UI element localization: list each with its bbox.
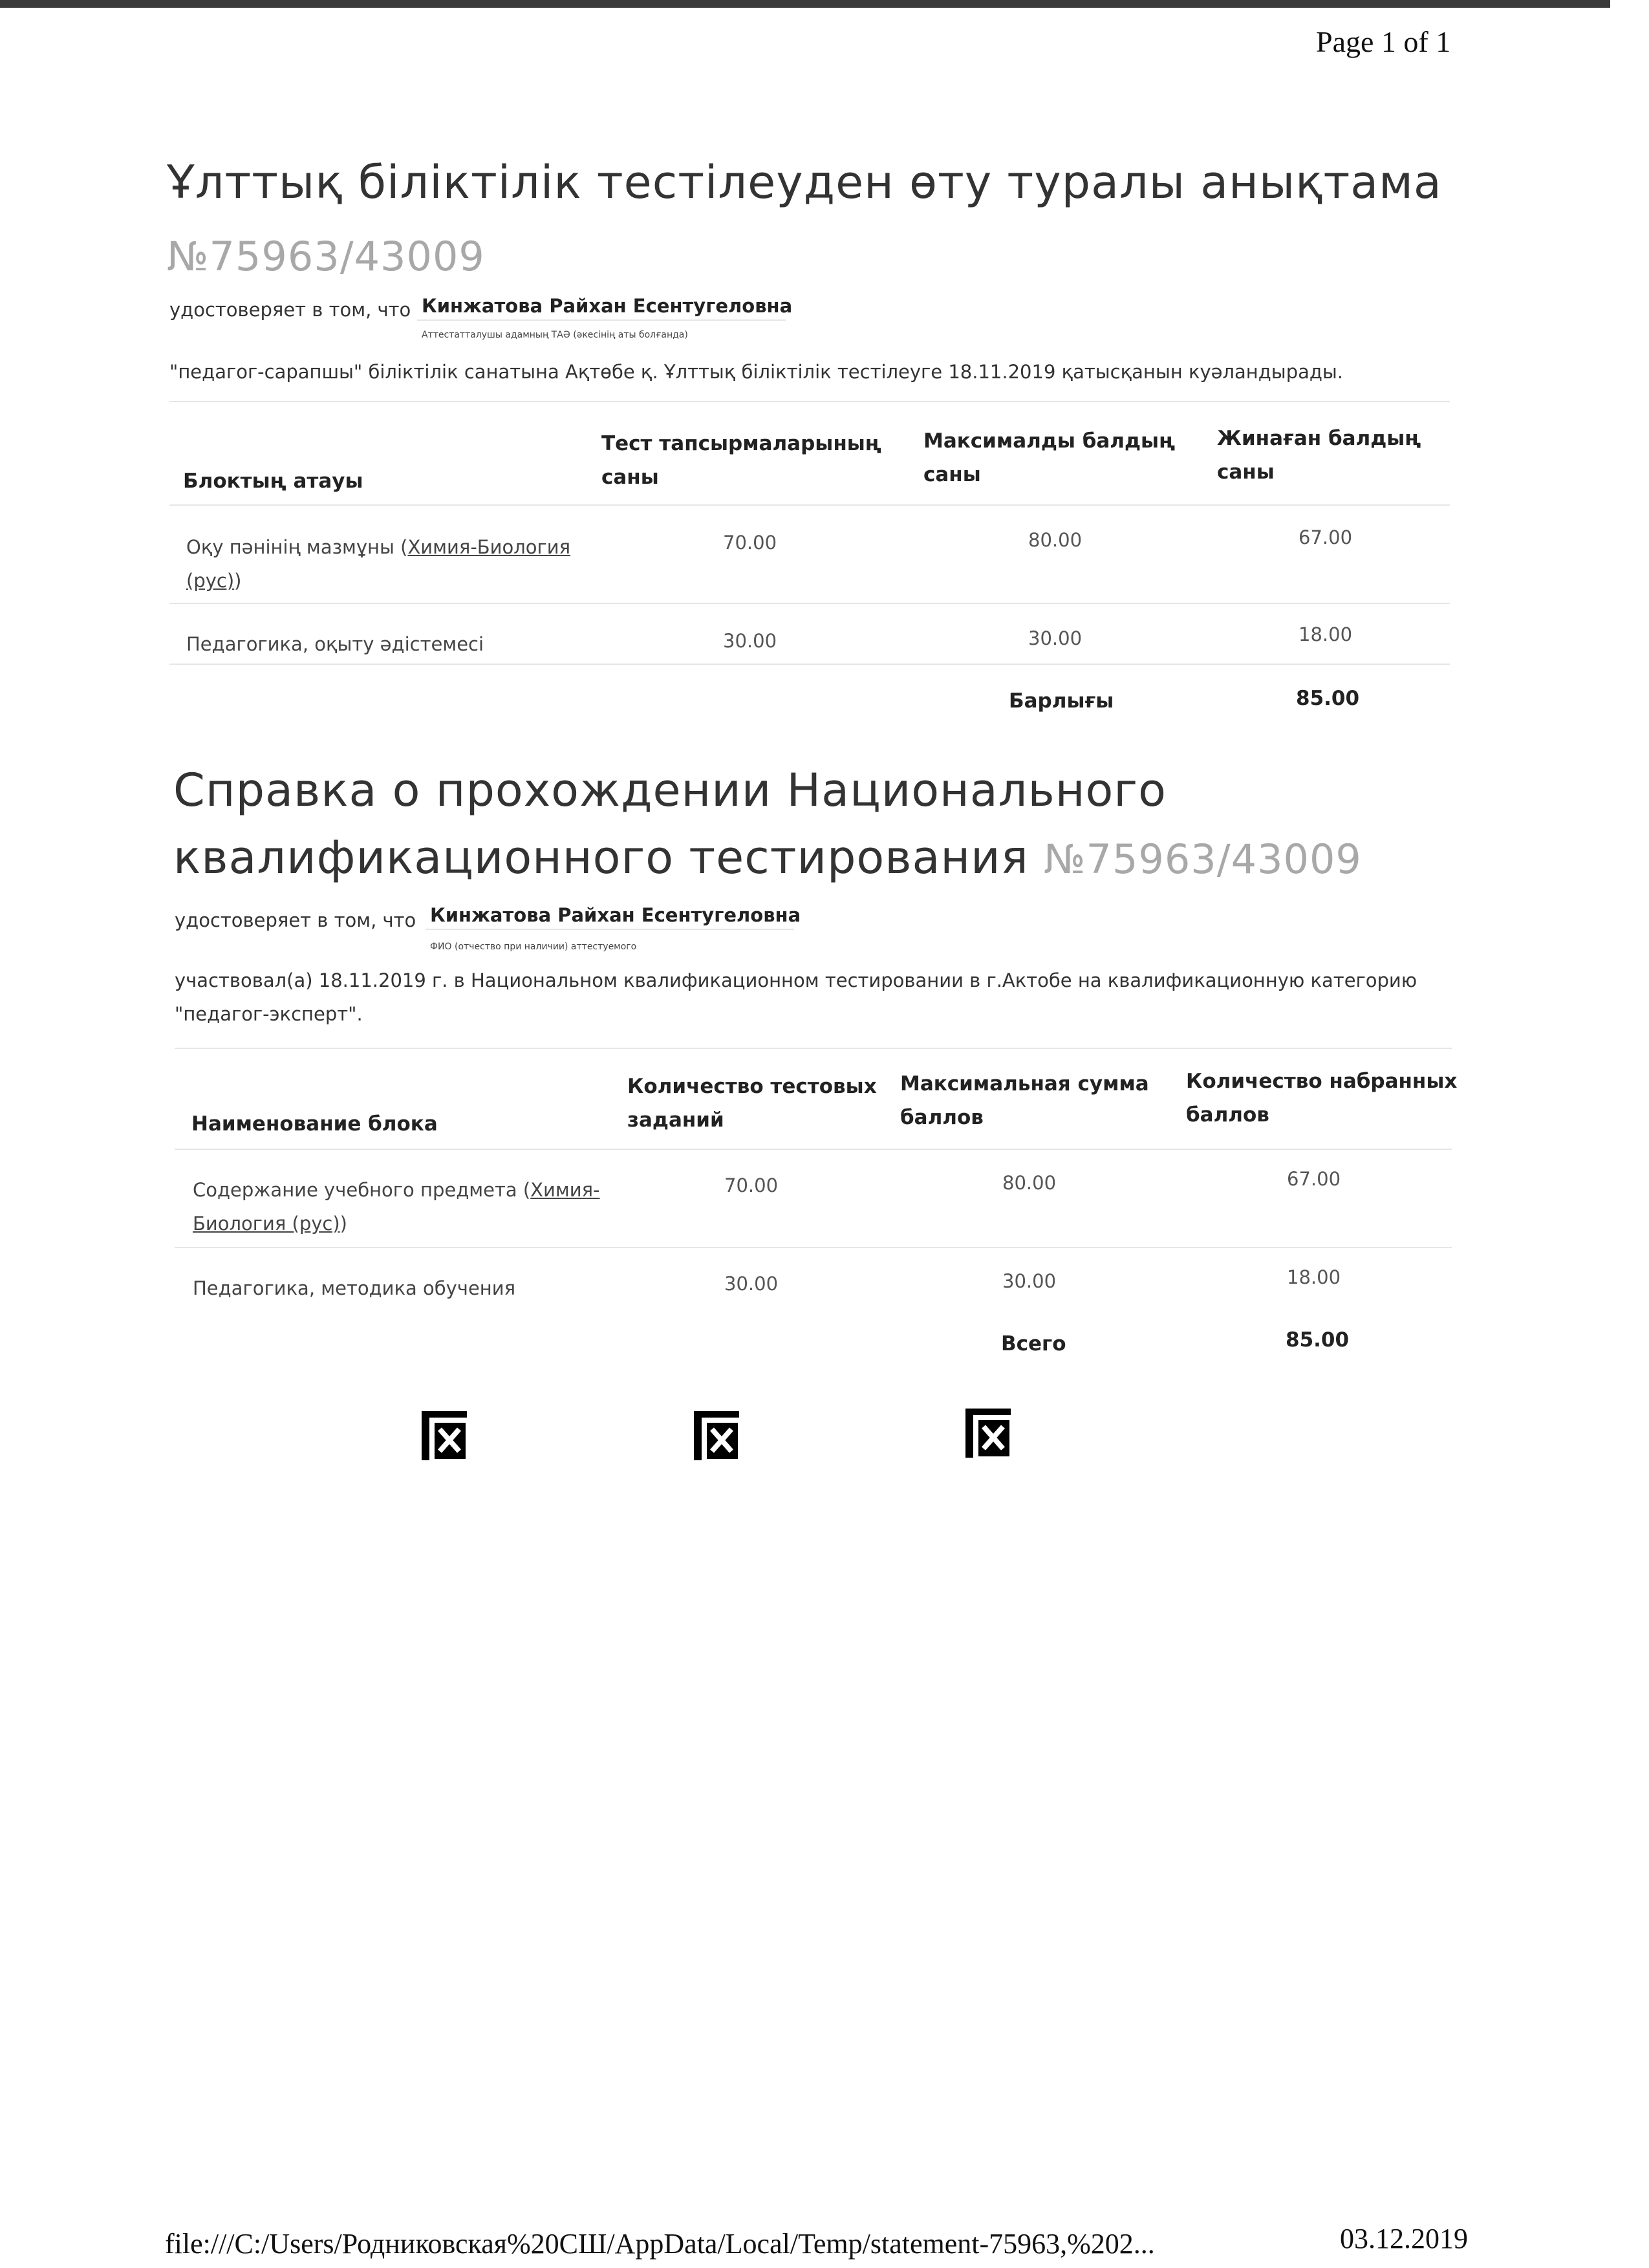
ru-title-line-2: квалификационного тестирования	[173, 831, 1029, 884]
footer-file-path: file:///C:/Users/Родниковская%20СШ/AppData/Local/Temp/statement-75963,%202...	[165, 2228, 1155, 2260]
ru-total-label: Всего	[1001, 1332, 1066, 1355]
kz-row-2-divider	[169, 664, 1450, 665]
ru-row-1-name: Содержание учебного предмета (Химия- Биология (рус))	[193, 1179, 600, 1235]
kz-statement-divider	[169, 401, 1450, 402]
broken-image-icon	[422, 1411, 467, 1460]
kz-doc-number: №75963/43009	[167, 233, 485, 280]
ru-person-name: Кинжатова Райхан Есентугеловна	[430, 904, 801, 926]
kz-row-1-subject-link-cont[interactable]: (рус)	[186, 570, 235, 592]
ru-name-caption: ФИО (отчество при наличии) аттестуемого	[430, 942, 637, 952]
ru-col-header-max: Максимальная сумма баллов	[900, 1072, 1149, 1129]
kz-row-1-tasks: 70.00	[723, 532, 777, 554]
kz-header-divider	[169, 504, 1450, 506]
scan-top-edge	[0, 0, 1610, 8]
ru-statement: участвовал(а) 18.11.2019 г. в Национальном квалификационном тестировании в г.Актобе на квалификационную категорию "педагог-эксперт".	[175, 969, 1417, 1025]
kz-row-1-max: 80.00	[1028, 529, 1083, 551]
kz-row-2-name: Педагогика, оқыту әдістемесі	[186, 633, 484, 655]
ru-row-2-name: Педагогика, методика обучения	[193, 1277, 516, 1299]
ru-col-header-block: Наименование блока	[191, 1112, 438, 1136]
ru-row-1-got: 67.00	[1287, 1168, 1341, 1190]
ru-row-1-max: 80.00	[1002, 1172, 1057, 1194]
broken-image-icon	[694, 1411, 739, 1460]
kz-row-2-got: 18.00	[1299, 623, 1353, 645]
page-number: Page 1 of 1	[1316, 25, 1451, 58]
kz-row-2-tasks: 30.00	[723, 630, 777, 652]
kz-row-1-got: 67.00	[1299, 526, 1353, 548]
kz-certifies-label: удостоверяет в том, что	[169, 299, 411, 321]
kz-name-caption: Аттестатталушы адамның ТАӘ (әкесінің аты болғанда)	[422, 330, 688, 340]
kz-person-name: Кинжатова Райхан Есентугеловна	[422, 295, 793, 317]
kz-statement: "педагог-сарапшы" біліктілік санатына Ақтөбе қ. Ұлттық біліктілік тестілеуге 18.11.2019 қатысқанын куәландырады.	[169, 361, 1344, 383]
kz-name-underline	[417, 319, 786, 321]
kz-row-2-max: 30.00	[1028, 627, 1083, 649]
ru-row-1-divider	[175, 1247, 1452, 1248]
ru-doc-number: №75963/43009	[1044, 836, 1362, 883]
ru-header-divider	[175, 1149, 1452, 1150]
broken-image-icon	[965, 1409, 1011, 1458]
ru-row-2-got: 18.00	[1287, 1266, 1341, 1288]
footer-date: 03.12.2019	[1340, 2223, 1468, 2254]
ru-total-value: 85.00	[1286, 1328, 1350, 1352]
ru-name-underline	[426, 929, 794, 930]
ru-row-1-subject-link[interactable]: Химия-	[530, 1179, 600, 1201]
ru-col-header-tasks: Количество тестовых заданий	[627, 1075, 877, 1132]
kz-col-header-block: Блоктың атауы	[183, 470, 363, 493]
ru-title-line-1: Справка о прохождении Национального	[173, 764, 1167, 817]
kz-col-header-got: Жинаған балдың саны	[1217, 427, 1421, 484]
ru-row-1-subject-link-cont[interactable]: Биология (рус)	[193, 1213, 340, 1235]
ru-row-2-tasks: 30.00	[724, 1273, 779, 1295]
kz-row-1-name: Оқу пәнінің мазмұны (Химия-Биология (рус))	[186, 536, 571, 592]
ru-row-2-max: 30.00	[1002, 1270, 1057, 1292]
kz-col-header-max: Максималды балдың саны	[923, 429, 1176, 486]
ru-title	[173, 757, 1362, 893]
kz-row-1-divider	[169, 603, 1450, 604]
kz-row-1-subject-link[interactable]: Химия-Биология	[407, 536, 571, 558]
ru-statement-divider	[175, 1048, 1452, 1049]
kz-col-header-tasks: Тест тапсырмаларының саны	[601, 432, 881, 489]
ru-col-header-got: Количество набранных баллов	[1186, 1070, 1458, 1127]
kz-total-label: Барлығы	[1009, 689, 1114, 713]
kz-title: Ұлттық біліктілік тестілеуден өту туралы анықтама	[167, 156, 1442, 209]
ru-row-1-tasks: 70.00	[724, 1174, 779, 1196]
kz-total-value: 85.00	[1296, 687, 1360, 710]
ru-certifies-label: удостоверяет в том, что	[175, 909, 416, 931]
